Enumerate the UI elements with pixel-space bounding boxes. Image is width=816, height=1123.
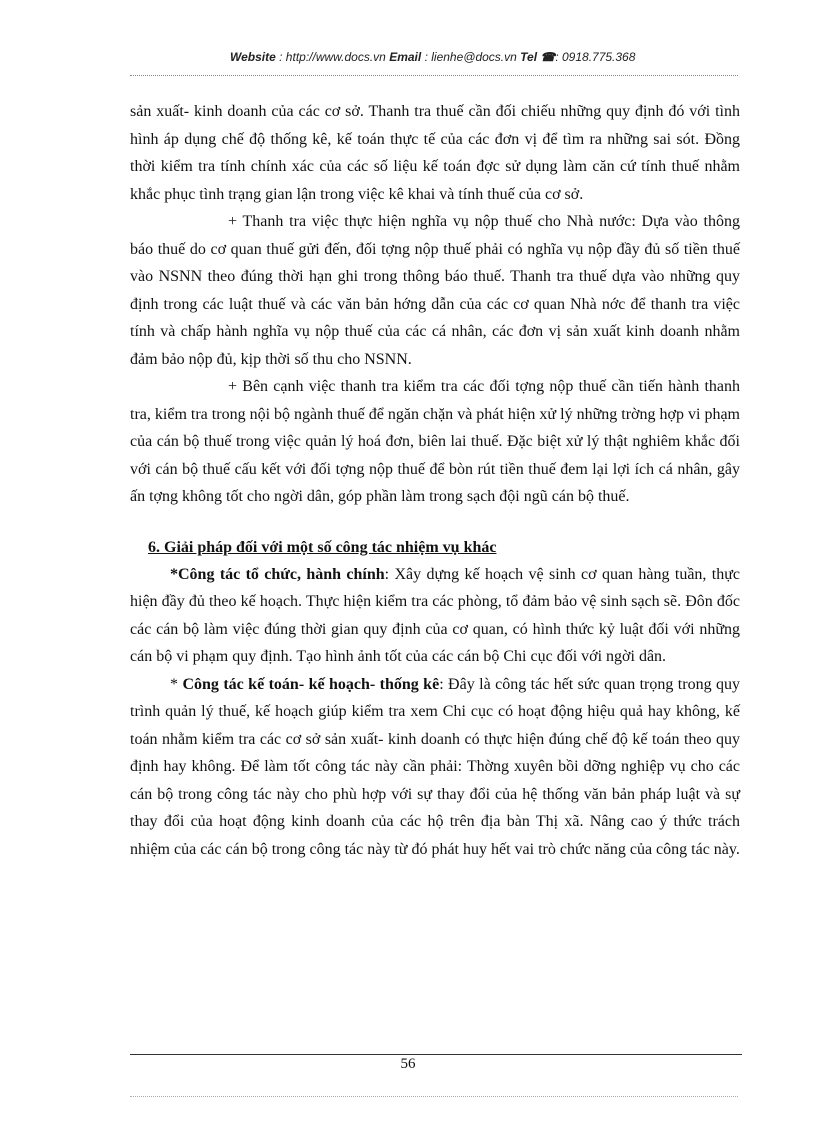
paragraph-2: + Thanh tra việc thực hiện nghĩa vụ nộp thuế cho Nhà nước: Dựa vào thông báo thuế do cơ quan thuế gửi đến, đối tợng nộp thuế phải có nghĩa vụ nộp đầy đủ số tiền thuế vào NSNN theo đúng thời hạn ghi trong thông báo thuế. Thanh tra thuế dựa vào những quy định trong các luật thuế và các văn bản hớng dẫn của các cơ quan Nhà nớc để thanh tra việc tính và chấp hành nghĩa vụ nộp thuế của các cá nhân, các đơn vị sản xuất kinh doanh nhằm đảm bảo nộp đủ, kịp thời số thu cho NSNN.: [130, 213, 740, 368]
paragraph-3: + Bên cạnh việc thanh tra kiểm tra các đối tợng nộp thuế cần tiến hành thanh tra, kiểm tra trong nội bộ ngành thuế để ngăn chặn và phát hiện xử lý những trờng hợp vi phạm của cán bộ thuế trong việc quản lý hoá đơn, biên lai thuế. Đặc biệt xử lý thật nghiêm khắc đối với cán bộ thuế cấu kết với đối tợng nộp thuế để bòn rút tiền thuế đem lại lợi ích cá nhân, gây ấn tợng không tốt cho ngời dân, góp phần làm trong sạch đội ngũ cán bộ thuế.: [130, 378, 740, 505]
page-number: 56: [400, 1056, 416, 1072]
header-divider: [130, 75, 738, 76]
paragraph-5-bold: Công tác kế toán- kế hoạch- thống kê: [182, 675, 440, 693]
website-value: : http://www.docs.vn: [279, 50, 386, 64]
paragraph-5-star: *: [170, 675, 183, 693]
paragraph-4: [130, 561, 740, 671]
footer-divider: [130, 1054, 742, 1055]
paragraph-4-text: : Xây dựng kế hoạch vệ sinh cơ quan hàng tuần, thực hiện đầy đủ theo kế hoạch. Thực hiện kiểm tra các phòng, tổ đảm bảo vệ sinh sạch sẽ. Đôn đốc các cán bộ làm việc đúng thời gian quy định của cơ quan, có hình thức kỷ luật đối với những cán bộ vi phạm quy định. Tạo hình ảnh tốt của các cán bộ Chi cục đối với ngời dân.: [130, 565, 740, 665]
email-label: Email: [389, 50, 422, 64]
paragraph-1: sản xuất- kinh doanh của các cơ sở. Thanh tra thuế cần đối chiếu những quy định đó với tình hình áp dụng chế độ thống kê, kế toán thực tế của các đơn vị để tìm ra những sai sót. Đồng thời kiểm tra tính chính xác của các số liệu kế toán đợc sử dụng làm căn cứ tính thuế nhằm khắc phục tình trạng gian lận trong việc kê khai và tính thuế của cơ sở.: [130, 103, 740, 203]
paragraph-4-bold: *Công tác tổ chức, hành chính: [170, 565, 385, 583]
section-heading: 6. Giải pháp đối với một số công tác nhiệm vụ khác: [148, 538, 497, 556]
footer-dotted-divider: [130, 1096, 738, 1097]
page-header: [230, 50, 635, 64]
paragraph-5-text: : Đây là công tác hết sức quan trọng trong quy trình quản lý thuế, kế hoạch giúp kiểm tra xem Chi cục có hoạt động hiệu quả hay không, kế toán nhằm kiểm tra các cơ sở sản xuất- kinh doanh có thực hiện đúng chế độ kế toán theo quy định hay không. Để làm tốt công tác này cần phải: Thờng xuyên bồi dỡng nghiệp vụ cho các cán bộ trong công tác này cho phù hợp với sự thay đổi của hệ thống văn bản pháp luật và sự thay đổi của hoạt động kinh doanh của các hộ trên địa bàn Thị xã. Nâng cao ý thức trách nhiệm của các cán bộ trong công tác này từ đó phát huy hết vai trò chức năng của công tác này.: [130, 675, 741, 858]
website-label: Website: [230, 50, 276, 64]
document-body: [130, 98, 740, 863]
tel-label: Tel ☎: [520, 50, 556, 64]
tel-value: : 0918.775.368: [555, 50, 636, 64]
email-value: : lienhe@docs.vn: [424, 50, 517, 64]
paragraph-5: [130, 671, 740, 864]
